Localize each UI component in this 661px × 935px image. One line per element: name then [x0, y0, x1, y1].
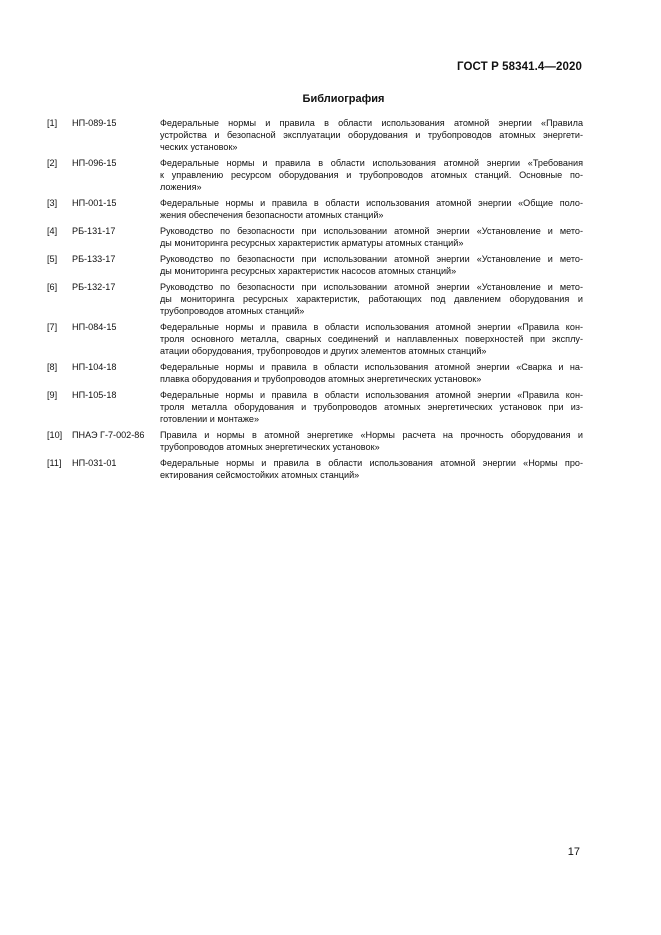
entry-text-line: Федеральные нормы и правила в области использования атомной энергии «Правила [160, 118, 583, 128]
entry-description [160, 253, 583, 277]
bibliography-entry [47, 457, 583, 481]
entry-text-line: ды мониторинга ресурсных характеристик насосов атомных станций» [160, 266, 457, 276]
entry-text-line: ды мониторинга ресурсных характеристик, работающих под давлением оборудования и [160, 294, 583, 304]
entry-text-line: Руководство по безопасности при использовании атомной энергии «Установление и мето- [160, 226, 583, 236]
entry-description [160, 197, 583, 221]
entry-description [160, 457, 583, 481]
bibliography-entry [47, 281, 583, 317]
bibliography-entry [47, 253, 583, 277]
bibliography-entry [47, 429, 583, 453]
entry-code: НП-084-15 [72, 322, 117, 332]
entry-text-line: плавка оборудования и трубопроводов атомных энергетических установок» [160, 374, 482, 384]
entry-code: РБ-132-17 [72, 282, 116, 292]
entry-code: НП-001-15 [72, 198, 117, 208]
entry-number: [2] [47, 158, 58, 168]
entry-number: [9] [47, 390, 58, 400]
bibliography-entry [47, 361, 583, 385]
entry-number: [10] [47, 430, 63, 440]
entry-code: НП-096-15 [72, 158, 117, 168]
entry-description [160, 361, 583, 385]
entry-text-line: троля основного металла, сварных соединений и наплавленных поверхностей при эксплу- [160, 334, 583, 344]
entry-text-line: Федеральные нормы и правила в области использования атомной энергии «Сварка и на- [160, 362, 583, 372]
page-number: 17 [567, 846, 580, 858]
entry-text-line: готовлении и монтаже» [160, 414, 260, 424]
entry-text-line: трубопроводов атомных станций» [160, 306, 305, 316]
entry-number: [7] [47, 322, 58, 332]
entry-text-line: ложения» [160, 182, 202, 192]
bibliography-title: Библиография [302, 93, 385, 105]
entry-code: РБ-133-17 [72, 254, 116, 264]
entry-text-line: атации оборудования, трубопроводов и других элементов атомных станций» [160, 346, 487, 356]
bibliography-entry [47, 321, 583, 357]
bibliography-list [47, 117, 583, 485]
entry-description [160, 157, 583, 193]
bibliography-entry [47, 389, 583, 425]
entry-code: НП-105-18 [72, 390, 117, 400]
entry-text-line: ды мониторинга ресурсных характеристик арматуры атомных станций» [160, 238, 464, 248]
entry-code: НП-104-18 [72, 362, 117, 372]
entry-text-line: жения обеспечения безопасности атомных станций» [160, 210, 384, 220]
entry-text-line: Правила и нормы в атомной энергетике «Нормы расчета на прочность оборудования и [160, 430, 583, 440]
entry-text-line: Руководство по безопасности при использовании атомной энергии «Установление и мето- [160, 282, 583, 292]
entry-text-line: ческих установок» [160, 142, 238, 152]
bibliography-entry [47, 225, 583, 249]
entry-text-line: трубопроводов атомных энергетических установок» [160, 442, 380, 452]
entry-description [160, 429, 583, 453]
entry-number: [11] [47, 458, 62, 468]
entry-code: РБ-131-17 [72, 226, 116, 236]
entry-number: [8] [47, 362, 58, 372]
bibliography-entry [47, 197, 583, 221]
entry-code: НП-089-15 [72, 118, 117, 128]
entry-description [160, 389, 583, 425]
document-code: ГОСТ Р 58341.4—2020 [457, 61, 582, 73]
bibliography-entry [47, 117, 583, 153]
entry-text-line: Федеральные нормы и правила в области использования атомной энергии «Требования [160, 158, 583, 168]
bibliography-entry [47, 157, 583, 193]
entry-code: НП-031-01 [72, 458, 117, 468]
entry-text-line: ектирования сейсмостойких атомных станций» [160, 470, 360, 480]
entry-number: [1] [47, 118, 58, 128]
entry-number: [6] [47, 282, 58, 292]
entry-text-line: Федеральные нормы и правила в области использования атомной энергии «Нормы про- [160, 458, 583, 468]
entry-text-line: Федеральные нормы и правила в области использования атомной энергии «Правила кон- [160, 390, 583, 400]
entry-description [160, 281, 583, 317]
entry-text-line: Руководство по безопасности при использовании атомной энергии «Установление и мето- [160, 254, 583, 264]
entry-text-line: Федеральные нормы и правила в области использования атомной энергии «Правила кон- [160, 322, 583, 332]
entry-text-line: устройства и безопасной эксплуатации оборудования и трубопроводов атомных энергети- [160, 130, 583, 140]
entry-text-line: Федеральные нормы и правила в области использования атомной энергии «Общие поло- [160, 198, 583, 208]
entry-number: [5] [47, 254, 58, 264]
entry-description [160, 117, 583, 153]
entry-text-line: троля металла оборудования и трубопроводов атомных энергетических установок при из- [160, 402, 583, 412]
entry-description [160, 225, 583, 249]
entry-number: [3] [47, 198, 58, 208]
entry-code: ПНАЭ Г-7-002-86 [72, 430, 145, 440]
entry-number: [4] [47, 226, 58, 236]
entry-text-line: к управлению ресурсом оборудования и трубопроводов атомных станций. Основные по- [160, 170, 583, 180]
entry-description [160, 321, 583, 357]
